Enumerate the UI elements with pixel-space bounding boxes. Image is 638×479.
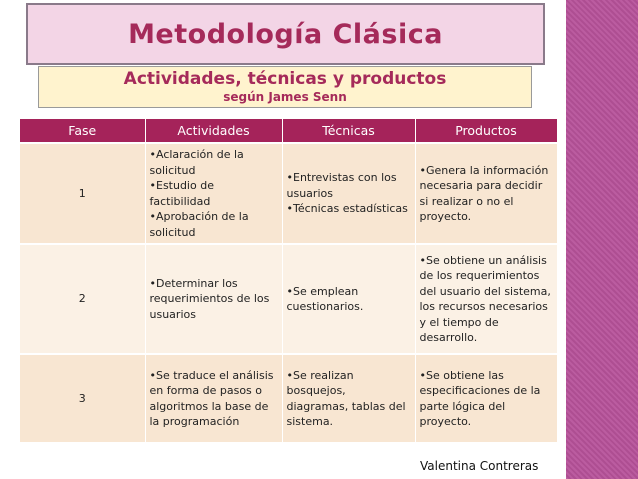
list-item: •Genera la información necesaria para decidir si realizar o no el proyecto. [419, 163, 549, 223]
list-item: •Se realizan bosquejos, diagramas, tablas del sistema. [286, 368, 406, 428]
list-item: •Se obtiene un análisis de los requerimientos del usuario del sistema, los recursos necesarios y el tiempo de desarrollo. [419, 253, 551, 344]
list-item: •Técnicas estadísticas [286, 202, 408, 216]
productos-cell [415, 354, 557, 442]
list-item: •Determinar los requerimientos de los usuarios [149, 276, 270, 321]
header-productos: Productos [415, 119, 557, 143]
productos-cell [415, 244, 557, 354]
list-item: •Entrevistas con los usuarios [286, 171, 397, 200]
list-item: •Aprobación de la solicitud [149, 210, 249, 239]
header-tecnicas: Técnicas [282, 119, 415, 143]
decorative-side-strip [566, 0, 638, 479]
list-item: •Se obtiene las especificaciones de la parte lógica del proyecto. [419, 368, 541, 428]
subtitle-box [38, 66, 532, 108]
table-row [20, 354, 557, 442]
table-row [20, 143, 557, 244]
fase-cell: 2 [20, 244, 145, 354]
title-box [26, 3, 545, 65]
actividades-cell [145, 143, 282, 244]
tecnicas-cell [282, 244, 415, 354]
methodology-table [20, 119, 558, 442]
fase-cell: 3 [20, 354, 145, 442]
subtitle-line-1: Actividades, técnicas y productos [123, 69, 447, 89]
list-item: •Aclaración de la solicitud [149, 148, 244, 177]
list-item: •Se emplean cuestionarios. [286, 284, 364, 313]
page-title: Metodología Clásica [128, 18, 443, 50]
actividades-cell [145, 354, 282, 442]
header-actividades: Actividades [145, 119, 282, 143]
actividades-cell [145, 244, 282, 354]
author-name: Valentina Contreras [420, 459, 539, 473]
list-item: •Estudio de factibilidad [149, 179, 214, 208]
list-item: •Se traduce el análisis en forma de pasos o algoritmos la base de la programación [149, 368, 274, 428]
table-header-row [20, 119, 557, 143]
table-row [20, 244, 557, 354]
fase-cell: 1 [20, 143, 145, 244]
tecnicas-cell [282, 143, 415, 244]
header-fase: Fase [20, 119, 145, 143]
tecnicas-cell [282, 354, 415, 442]
productos-cell [415, 143, 557, 244]
subtitle-line-2: según James Senn [223, 90, 347, 104]
